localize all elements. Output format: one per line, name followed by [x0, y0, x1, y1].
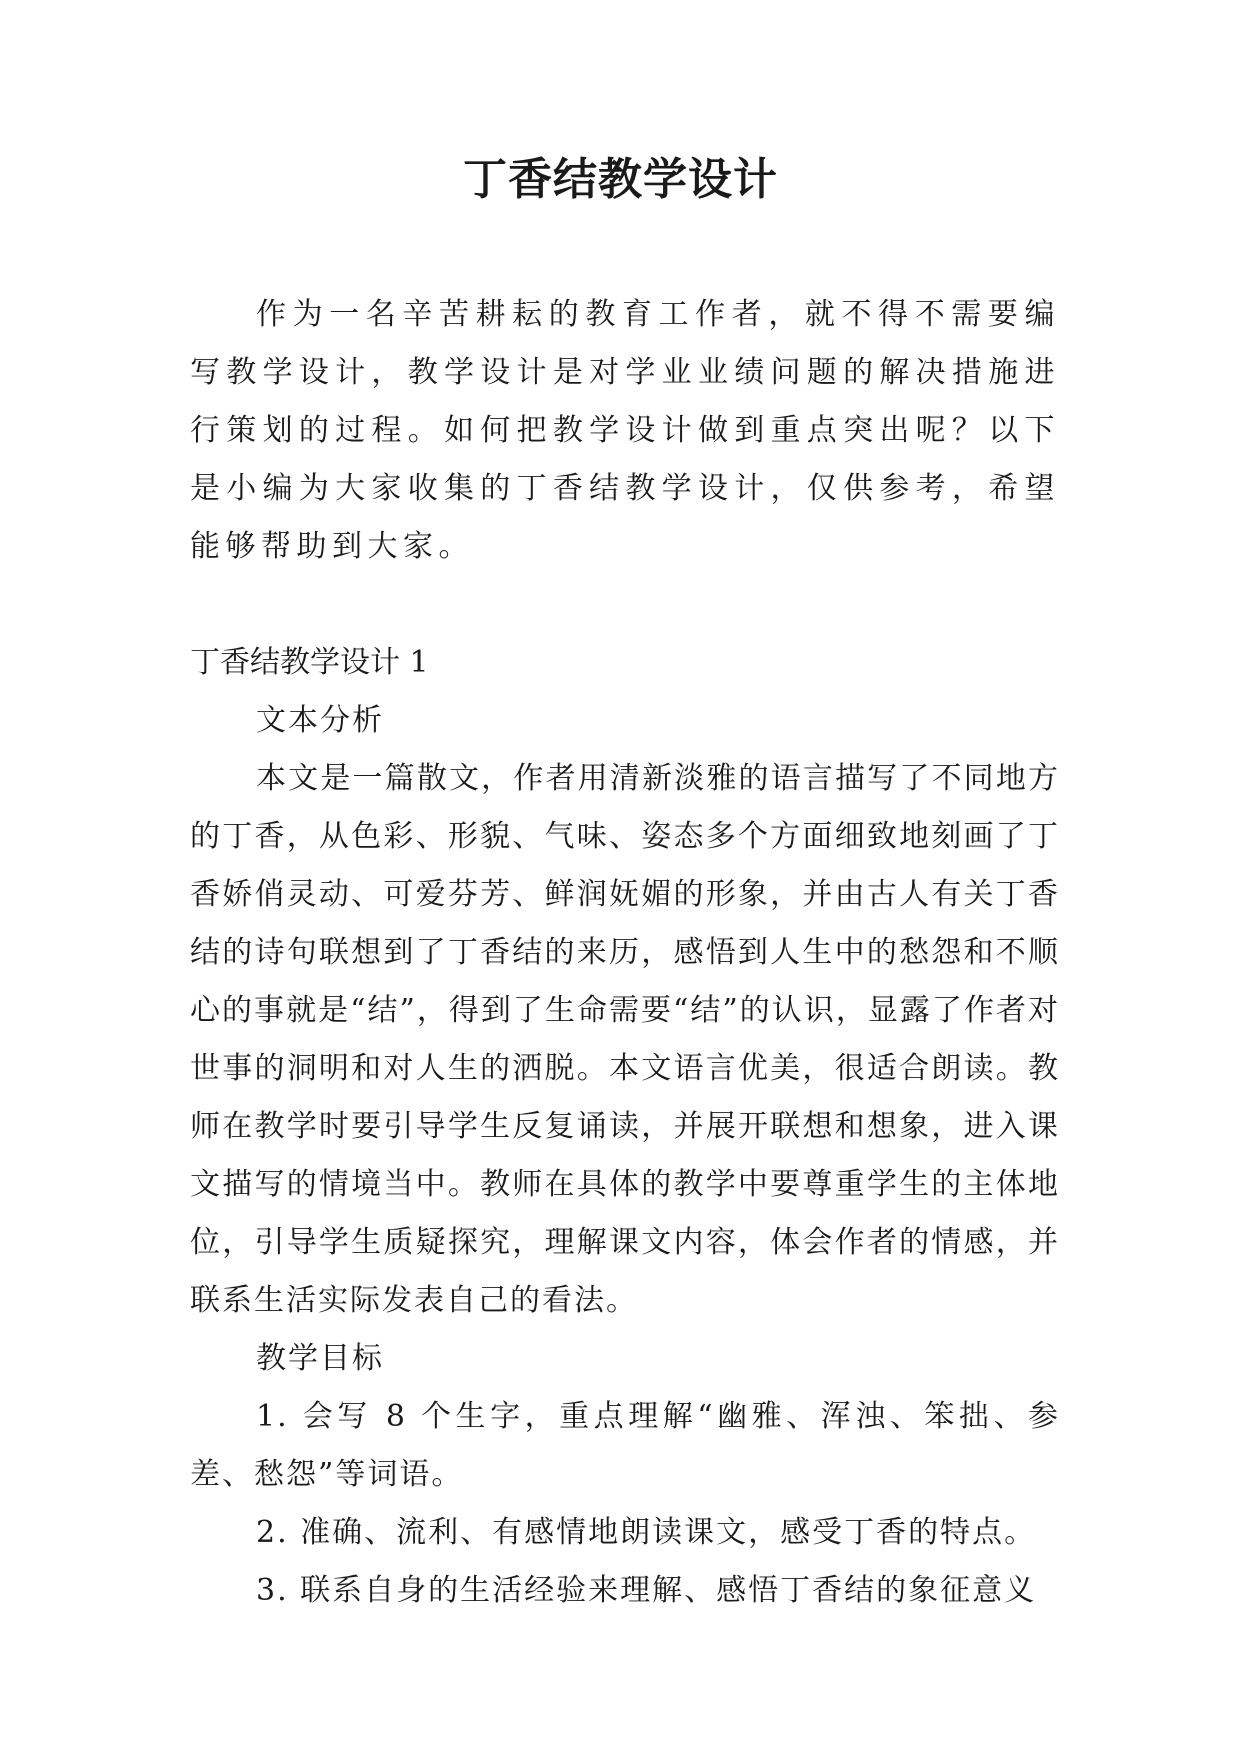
analysis-paragraph: 本文是一篇散文，作者用清新淡雅的语言描写了不同地方的丁香，从色彩、形貌、气味、姿态多个方面细致地刻画了丁香娇俏灵动、可爱芬芳、鲜润妩媚的形象，并由古人有关丁香结的诗句联想到了丁香结的来历，感悟到人生中的愁怨和不顺心的事就是“结”，得到了生命需要“结”的认识，显露了作者对世事的洞明和对人生的洒脱。本文语言优美，很适合朗读。教师在教学时要引导学生反复诵读，并展开联想和想象，进入课文描写的情境当中。教师在具体的教学中要尊重学生的主体地位，引导学生质疑探究，理解课文内容，体会作者的情感，并联系生活实际发表自己的看法。 — [190, 761, 1060, 1318]
goal-item-1: 1. 会写 8 个生字，重点理解“幽雅、浑浊、笨拙、参差、愁怨”等词语。 — [190, 1399, 1060, 1492]
section-gap — [190, 576, 1060, 634]
goal-item-3: 3. 联系自身的生活经验来理解、感悟丁香结的象征意义 — [256, 1573, 1037, 1608]
intro-paragraph: 作为一名辛苦耕耘的教育工作者，就不得不需要编写教学设计，教学设计是对学业业绩问题的解决措施进行策划的过程。如何把教学设计做到重点突出呢？以下是小编为大家收集的丁香结教学设计，仅供参考，希望能够帮助到大家。 — [190, 297, 1060, 564]
goal-item-2: 2. 准确、流利、有感情地朗读课文，感受丁香的特点。 — [256, 1515, 1037, 1550]
document-title: 丁香结教学设计 — [463, 154, 778, 205]
section-title: 丁香结教学设计 1 — [190, 645, 429, 680]
goals-heading: 教学目标 — [256, 1341, 384, 1376]
analysis-heading: 文本分析 — [256, 703, 384, 738]
document-body — [190, 286, 1060, 1620]
